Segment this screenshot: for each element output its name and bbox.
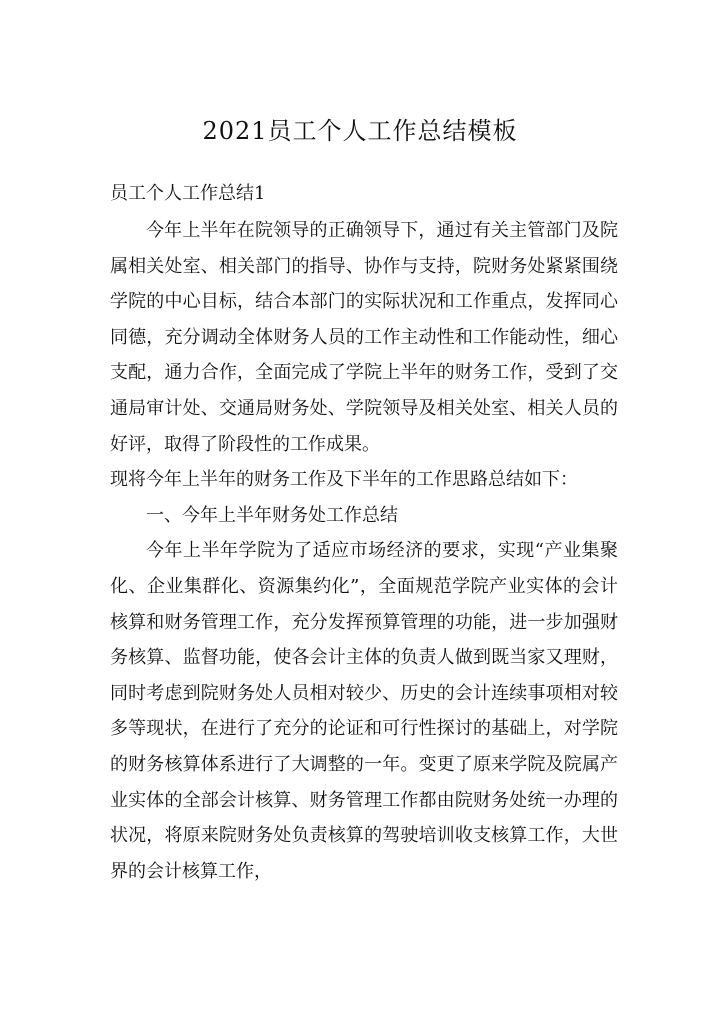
document-title: 2021员工个人工作总结模板 (202, 117, 518, 145)
section-heading: 员工个人工作总结1 (110, 183, 266, 204)
sub-heading-first-half: 一、今年上半年财务处工作总结 (146, 504, 398, 526)
document-body (110, 213, 618, 889)
paragraph-summary-lead: 现将今年上半年的财务工作及下半年的工作思路总结如下： (110, 469, 578, 491)
paragraph-intro: 今年上半年在院领导的正确领导下，通过有关主管部门及院属相关处室、相关部门的指导、协作与支持，院财务处紧紧围绕学院的中心目标，结合本部门的实际状况和工作重点，发挥同心同德，充分调动全体财务人员的工作主动性和工作能动性，细心支配，通力合作，全面完成了学院上半年的财务工作，受到了交通局审计处、交通局财务处、学院领导及相关处室、相关人员的好评，取得了阶段性的工作成果。 (110, 220, 618, 455)
paragraph-first-half-detail: 今年上半年学院为了适应市场经济的要求，实现“产业集聚化、企业集群化、资源集约化”，全面规范学院产业实体的会计核算和财务管理工作，充分发挥预算管理的功能，进一步加强财务核算、监督功能，使各会计主体的负责人做到既当家又理财，同时考虑到院财务处人员相对较少、历史的会计连续事项相对较多等现状，在进行了充分的论证和可行性探讨的基础上，对学院的财务核算体系进行了大调整的一年。变更了原来学院及院属产业实体的全部会计核算、财务管理工作都由院财务处统一办理的状况，将原来院财务处负责核算的驾驶培训收支核算工作，大世界的会计核算工作， (110, 540, 618, 882)
